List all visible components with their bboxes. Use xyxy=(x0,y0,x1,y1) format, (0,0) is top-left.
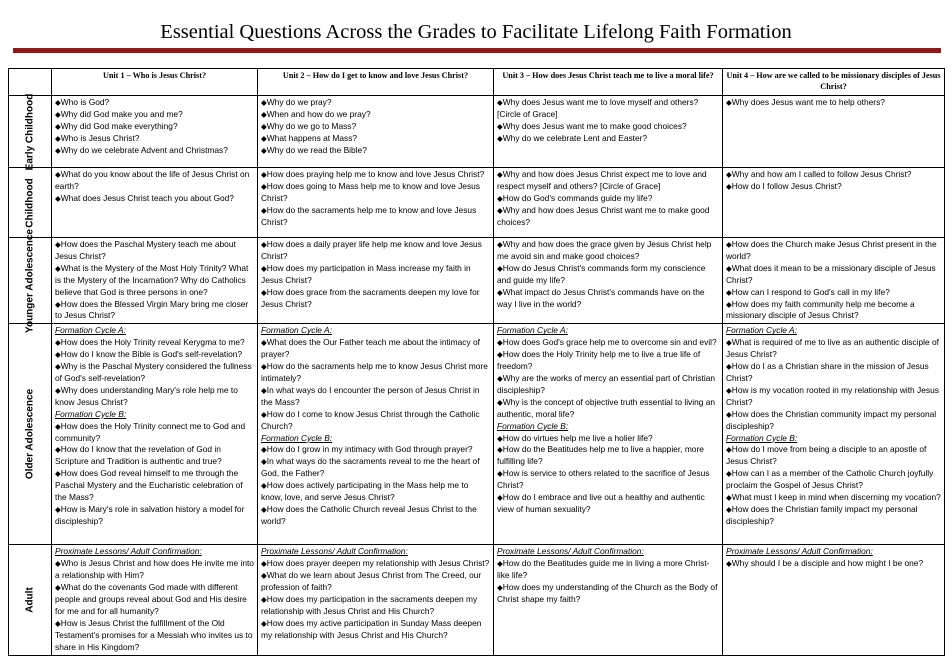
question-item: ◆ What do we learn about Jesus Christ from The Creed, our profession of faith? xyxy=(261,570,490,594)
question-item: ◆ How does the Blessed Virgin Mary bring me closer to Jesus Christ? xyxy=(55,299,254,323)
row-adult xyxy=(9,545,945,655)
question-cell-unit-2 xyxy=(258,545,494,655)
question-item: ◆ Who is Jesus Christ? xyxy=(55,133,254,145)
header-stage xyxy=(9,69,52,96)
row-older-adolescence xyxy=(9,324,945,545)
question-item: ◆ What impact do Jesus Christ's commands have on the way I live in the world? xyxy=(497,287,719,311)
question-item: ◆ Why did God make you and me? xyxy=(55,109,254,121)
stage-cell xyxy=(9,168,52,238)
question-item: ◆ How does God's grace help me to overcome sin and evil? xyxy=(497,337,719,349)
question-item: ◆ How does the Christian community impact my personal discipleship? xyxy=(726,409,941,433)
stage-cell xyxy=(9,324,52,545)
question-item: ◆ How does my understanding of the Church as the Body of Christ shape my faith? xyxy=(497,582,719,606)
question-item: ◆ How do Jesus Christ's commands form my conscience and guide my life? xyxy=(497,263,719,287)
question-item: ◆ How does God reveal himself to me through the Paschal Mystery and the Eucharistic celebration of the Mass? xyxy=(55,468,254,504)
question-cell-unit-2 xyxy=(258,168,494,238)
question-item: ◆ Why does Jesus want me to love myself and others? [Circle of Grace] xyxy=(497,97,719,121)
question-item: ◆ How do I know the Bible is God's self-revelation? xyxy=(55,349,254,361)
question-item: ◆ How is Mary's role in salvation history a model for discipleship? xyxy=(55,504,254,528)
question-item: ◆ Why did God make everything? xyxy=(55,121,254,133)
question-item: ◆ Why and how does Jesus Christ expect me to love and respect myself and others? [Circle of Grace] xyxy=(497,169,719,193)
question-item: ◆ How do virtues help me live a holier life? xyxy=(497,433,719,445)
question-item: ◆ What does Jesus Christ teach you about God? xyxy=(55,193,254,205)
question-cell-unit-3 xyxy=(494,238,723,324)
question-cell-unit-2 xyxy=(258,238,494,324)
question-item: ◆ How is my vocation rooted in my relationship with Jesus Christ? xyxy=(726,385,941,409)
question-item: ◆ How does the Paschal Mystery teach me about Jesus Christ? xyxy=(55,239,254,263)
question-item: ◆ Who is God? xyxy=(55,97,254,109)
question-item: ◆ How do I move from being a disciple to an apostle of Jesus Christ? xyxy=(726,444,941,468)
header-unit-3: Unit 3 – How does Jesus Christ teach me to live a moral life? xyxy=(494,69,723,96)
question-cell-unit-4 xyxy=(723,168,945,238)
stage-cell xyxy=(9,93,52,170)
question-cell-unit-4 xyxy=(723,324,945,545)
question-item: ◆ How do God's commands guide my life? xyxy=(497,193,719,205)
stage-cell xyxy=(9,545,52,655)
question-item: ◆ Why and how does the grace given by Jesus Christ help me avoid sin and make good choices? xyxy=(497,239,719,263)
question-cell-unit-4 xyxy=(723,545,945,655)
question-item: ◆ Who is Jesus Christ and how does He invite me into a relationship with Him? xyxy=(55,558,254,582)
stage-label: Older Adolescence xyxy=(24,389,36,480)
question-item: ◆ How do I as a Christian share in the mission of Jesus Christ? xyxy=(726,361,941,385)
question-item: ◆ Why does understanding Mary's role help me to know Jesus Christ? xyxy=(55,385,254,409)
question-cell-unit-1 xyxy=(52,168,258,238)
question-item: ◆ How does my participation in the sacraments deepen my relationship with Jesus Christ and His Church? xyxy=(261,594,490,618)
question-item: ◆ What must I keep in mind when discerning my vocation? xyxy=(726,492,941,504)
header-unit-2: Unit 2 – How do I get to know and love Jesus Christ? xyxy=(258,69,494,96)
question-item: ◆ How does going to Mass help me to know and love Jesus Christ? xyxy=(261,181,490,205)
question-item: ◆ When and how do we pray? xyxy=(261,109,490,121)
question-item: ◆ What happens at Mass? xyxy=(261,133,490,145)
question-item: ◆ How do the sacraments help me to know and love Jesus Christ? xyxy=(261,205,490,229)
title-underline xyxy=(13,48,941,53)
questions-table xyxy=(8,68,945,656)
stage-label: Childhood xyxy=(24,177,36,228)
question-cell-unit-3 xyxy=(494,168,723,238)
question-item: ◆ Why do we go to Mass? xyxy=(261,121,490,133)
subheading: Formation Cycle A: xyxy=(55,325,126,336)
subheading: Proximate Lessons/ Adult Confirmation: xyxy=(726,546,873,557)
question-item: ◆ In what ways do the sacraments reveal to me the heart of God, the Father? xyxy=(261,456,490,480)
question-item: ◆ What is the Mystery of the Most Holy Trinity? What is the Mystery of the Incarnation? Why do Catholics believe that God is three persons in one? xyxy=(55,263,254,299)
question-item: ◆ Why and how am I called to follow Jesus Christ? xyxy=(726,169,941,181)
question-cell-unit-2 xyxy=(258,324,494,545)
question-cell-unit-3 xyxy=(494,545,723,655)
question-item: ◆ How is service to others related to the sacrifice of Jesus Christ? xyxy=(497,468,719,492)
question-cell-unit-2 xyxy=(258,96,494,168)
question-cell-unit-1 xyxy=(52,238,258,324)
question-cell-unit-1 xyxy=(52,545,258,655)
row-early-childhood xyxy=(9,96,945,168)
question-item: ◆ How does grace from the sacraments deepen my love for Jesus Christ? xyxy=(261,287,490,311)
question-item: ◆ How does prayer deepen my relationship with Jesus Christ? xyxy=(261,558,490,570)
stage-label: Adult xyxy=(24,587,36,613)
row-childhood xyxy=(9,168,945,238)
question-cell-unit-3 xyxy=(494,96,723,168)
subheading: Formation Cycle B: xyxy=(55,408,127,419)
question-item: ◆ Why do we read the Bible? xyxy=(261,145,490,157)
question-cell-unit-4 xyxy=(723,238,945,324)
question-item: ◆ How do the sacraments help me to know Jesus Christ more intimately? xyxy=(261,361,490,385)
question-item: ◆ How does the Catholic Church reveal Jesus Christ to the world? xyxy=(261,504,490,528)
subheading: Formation Cycle B: xyxy=(261,432,333,443)
question-item: ◆ How do I grow in my intimacy with God through prayer? xyxy=(261,444,490,456)
question-item: ◆ How does the Christian family impact my personal discipleship? xyxy=(726,504,941,528)
stage-label: Early Childhood xyxy=(24,93,36,170)
question-cell-unit-3 xyxy=(494,324,723,545)
question-item: ◆ How does praying help me to know and love Jesus Christ? xyxy=(261,169,490,181)
question-item: ◆ How do I come to know Jesus Christ through the Catholic Church? xyxy=(261,409,490,433)
question-item: ◆ Why is the concept of objective truth essential to living an authentic, moral life? xyxy=(497,397,719,421)
question-item: ◆ How does a daily prayer life help me know and love Jesus Christ? xyxy=(261,239,490,263)
question-item: ◆ Why do we celebrate Advent and Christmas? xyxy=(55,145,254,157)
question-item: ◆ How does actively participating in the Mass help me to know, love, and serve Jesus Christ? xyxy=(261,480,490,504)
question-item: ◆ Why do we pray? xyxy=(261,97,490,109)
question-item: ◆ How does my active participation in Sunday Mass deepen my relationship with Jesus Christ and His Church? xyxy=(261,618,490,642)
question-item: ◆ How can I respond to God's call in my life? xyxy=(726,287,941,299)
subheading: Formation Cycle A: xyxy=(497,325,568,336)
header-unit-4: Unit 4 – How are we called to be missionary disciples of Jesus Christ? xyxy=(723,69,945,96)
question-item: ◆ How does the Holy Trinity help me to live a true life of freedom? xyxy=(497,349,719,373)
question-item: ◆ How do the Beatitudes help me to live a happier, more fulfilling life? xyxy=(497,444,719,468)
row-younger-adolescence xyxy=(9,238,945,324)
subheading: Formation Cycle A: xyxy=(726,325,797,336)
question-item: ◆ What do you know about the life of Jesus Christ on earth? xyxy=(55,169,254,193)
question-item: ◆ How does my participation in Mass increase my faith in Jesus Christ? xyxy=(261,263,490,287)
question-item: ◆ How do I know that the revelation of God in Scripture and Tradition is authentic and true? xyxy=(55,444,254,468)
question-item: ◆ Why does Jesus want me to help others? xyxy=(726,97,941,109)
question-item: ◆ How do the Beatitudes guide me in living a more Christ-like life? xyxy=(497,558,719,582)
question-item: ◆ Why do we celebrate Lent and Easter? xyxy=(497,133,719,145)
question-item: ◆ What is required of me to live as an authentic disciple of Jesus Christ? xyxy=(726,337,941,361)
subheading: Proximate Lessons/ Adult Confirmation: xyxy=(497,546,644,557)
question-item: ◆ What do the covenants God made with different people and groups reveal about God and His desire for me and for all humanity? xyxy=(55,582,254,618)
question-item: ◆ What does it mean to be a missionary disciple of Jesus Christ? xyxy=(726,263,941,287)
subheading: Formation Cycle B: xyxy=(497,420,569,431)
question-cell-unit-1 xyxy=(52,324,258,545)
question-item: ◆ Why is the Paschal Mystery considered the fullness of God's self-revelation? xyxy=(55,361,254,385)
question-item: ◆ Why are the works of mercy an essential part of Christian discipleship? xyxy=(497,373,719,397)
page-title: Essential Questions Across the Grades to Facilitate Lifelong Faith Formation xyxy=(160,21,792,43)
stage-cell xyxy=(9,228,52,333)
subheading: Proximate Lessons/ Adult Confirmation: xyxy=(55,546,202,557)
subheading: Formation Cycle A: xyxy=(261,325,332,336)
question-item: ◆ What does the Our Father teach me about the intimacy of prayer? xyxy=(261,337,490,361)
subheading: Formation Cycle B: xyxy=(726,432,798,443)
question-item: ◆ How do I embrace and live out a healthy and authentic view of human sexuality? xyxy=(497,492,719,516)
question-cell-unit-1 xyxy=(52,96,258,168)
question-item: ◆ How does the Holy Trinity reveal Kerygma to me? xyxy=(55,337,254,349)
subheading: Proximate Lessons/ Adult Confirmation: xyxy=(261,546,408,557)
question-item: ◆ How can I as a member of the Catholic Church joyfully proclaim the Gospel of Jesus Christ? xyxy=(726,468,941,492)
question-item: ◆ How does my faith community help me become a missionary disciple of Jesus Christ? xyxy=(726,299,941,323)
question-item: ◆ Why does Jesus want me to make good choices? xyxy=(497,121,719,133)
question-item: ◆ How is Jesus Christ the fulfillment of the Old Testament's promises for a Messiah who invites us to share in His Kingdom? xyxy=(55,618,254,654)
question-item: ◆ How does the Church make Jesus Christ present in the world? xyxy=(726,239,941,263)
question-item: ◆ In what ways do I encounter the person of Jesus Christ in the Mass? xyxy=(261,385,490,409)
stage-label: Younger Adolescence xyxy=(24,228,36,333)
question-cell-unit-4 xyxy=(723,96,945,168)
header-row xyxy=(9,69,945,96)
question-item: ◆ Why should I be a disciple and how might I be one? xyxy=(726,558,941,570)
question-item: ◆ Why and how does Jesus Christ want me to make good choices? xyxy=(497,205,719,229)
question-item: ◆ How does the Holy Trinity connect me to God and community? xyxy=(55,421,254,445)
header-unit-1: Unit 1 – Who is Jesus Christ? xyxy=(52,69,258,96)
question-item: ◆ How do I follow Jesus Christ? xyxy=(726,181,941,193)
